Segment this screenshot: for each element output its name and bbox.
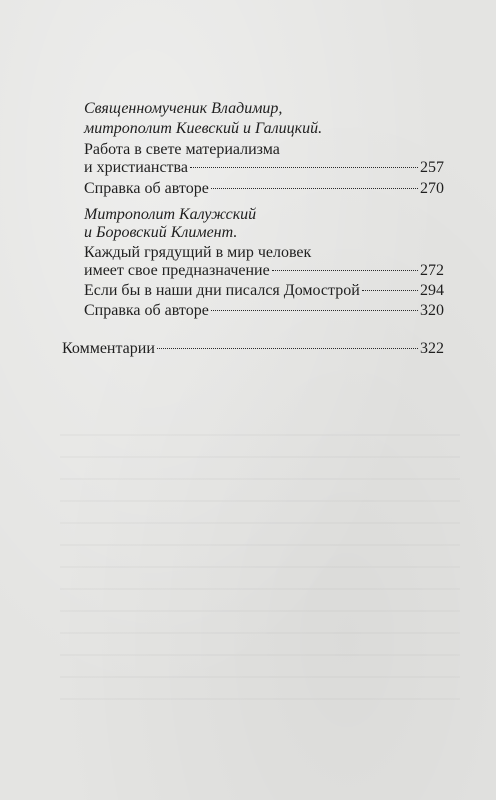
- dot-leader: [272, 270, 418, 271]
- author-name-line: Священномученик Владимир,: [84, 100, 283, 117]
- toc-page-number: 320: [420, 302, 444, 319]
- dot-leader: [362, 290, 418, 291]
- toc-page-number: 257: [420, 159, 444, 176]
- toc-entry-title: Комментарии: [62, 340, 155, 357]
- dot-leader: [190, 167, 418, 168]
- toc-entry-title: Если бы в наши дни писался Домострой: [84, 282, 360, 299]
- toc-entry-title-line: Работа в свете материализма: [84, 141, 280, 158]
- toc-page-number: 272: [420, 262, 444, 279]
- toc-entry-title: и христианства: [84, 159, 188, 176]
- author-name-line: и Боровский Климент.: [84, 224, 238, 241]
- toc-entry-title: Справка об авторе: [84, 180, 209, 197]
- toc-entry-title: Справка об авторе: [84, 302, 209, 319]
- toc-entry-comments[interactable]: [62, 338, 444, 360]
- toc-page-number: 294: [420, 282, 444, 299]
- toc-entry[interactable]: [84, 280, 444, 302]
- toc-entry[interactable]: [84, 300, 444, 322]
- author-name-line: Митрополит Калужский: [84, 206, 257, 223]
- dot-leader: [211, 188, 418, 189]
- dot-leader: [157, 348, 418, 349]
- toc-page-number: 270: [420, 180, 444, 197]
- toc-entry[interactable]: [84, 260, 444, 282]
- toc-entry[interactable]: [84, 157, 444, 179]
- toc-entry-title: имеет свое предназначение: [84, 262, 270, 279]
- toc-entry[interactable]: [84, 178, 444, 200]
- author-name-line: митрополит Киевский и Галицкий.: [84, 120, 323, 137]
- toc-page-number: 322: [420, 340, 444, 357]
- dot-leader: [211, 310, 418, 311]
- toc-entry-title-line: Каждый грядущий в мир человек: [84, 244, 312, 261]
